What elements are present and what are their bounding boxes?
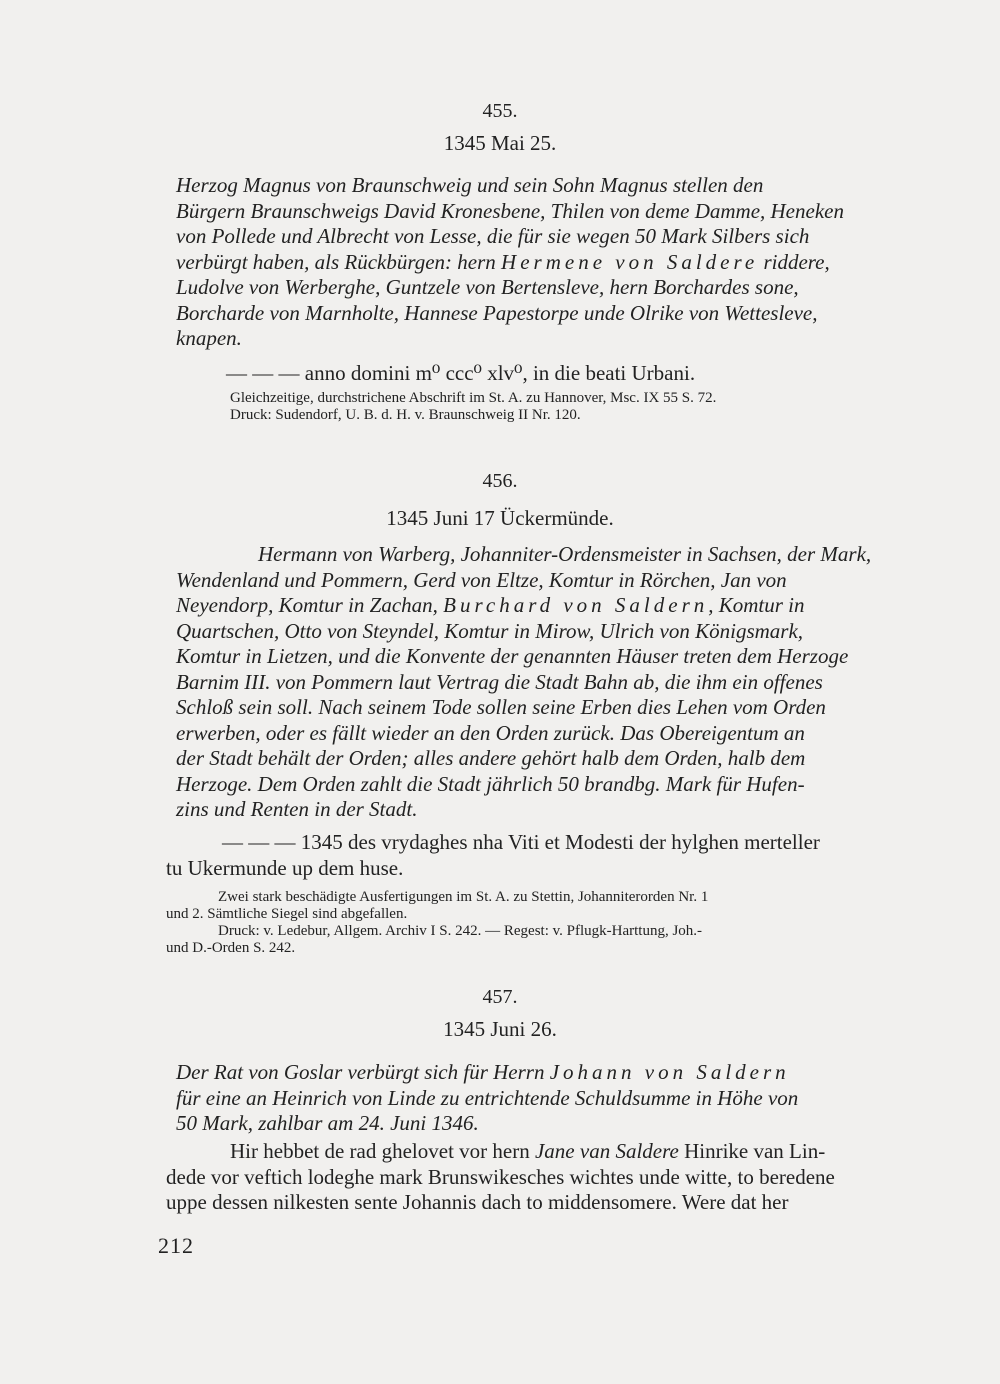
regest-line: Komtur in Lietzen, und die Konvente der genannten Häuser treten dem Herzoge <box>176 644 849 668</box>
text-line: — — — 1345 des vrydaghes nha Viti et Modesti der hylghen merteller <box>222 830 820 854</box>
regest-457 <box>176 1060 904 1137</box>
spaced-name: Hermene von Saldere <box>501 249 759 274</box>
document-date-455: 1345 Mai 25. <box>443 131 557 155</box>
note-line: Druck: v. Ledebur, Allgem. Archiv I S. 242. — Regest: v. Pflugk-Harttung, Joh.- <box>218 923 703 939</box>
text-457 <box>166 1139 906 1216</box>
regest-line: 50 Mark, zahlbar am 24. Juni 1346. <box>176 1111 479 1135</box>
regest-line: Borcharde von Marnholte, Hannese Papestorpe unde Olrike von Wettesleve, <box>176 300 818 325</box>
document-number-456: 456. <box>482 470 518 492</box>
document-number-455: 455. <box>482 100 518 122</box>
regest-line: Der Rat von Goslar verbürgt sich für Herrn Johann von Saldern <box>176 1060 790 1084</box>
spaced-name: Johann von Saldern <box>549 1060 790 1084</box>
notes-455 <box>230 390 970 424</box>
regest-line: verbürgt haben, als Rückbürgen: hern Hermene von Saldere riddere, <box>176 249 830 274</box>
regest-line: für eine an Heinrich von Linde zu entrichtende Schuldsumme in Höhe von <box>176 1085 799 1110</box>
note-line: Zwei stark beschädigte Ausfertigungen im St. A. zu Stettin, Johanniterorden Nr. 1 <box>218 889 709 905</box>
document-date-457: 1345 Juni 26. <box>443 1017 557 1041</box>
note-line: Druck: Sudendorf, U. B. d. H. v. Braunschweig II Nr. 120. <box>230 407 581 423</box>
document-date-456: 1345 Juni 17 Ückermünde. <box>386 506 614 530</box>
notes-456 <box>166 889 906 957</box>
regest-line: der Stadt behält der Orden; alles andere gehört halb dem Orden, halb dem <box>176 746 806 770</box>
document-number-457: 457. <box>482 986 518 1008</box>
text-456 <box>166 830 906 881</box>
spaced-name: Burchard von Saldern <box>443 593 709 617</box>
text-line: uppe dessen nilkesten sente Johannis dach to middensomere. Were dat her <box>166 1190 789 1214</box>
note-line: und D.-Orden S. 242. <box>166 940 296 956</box>
regest-line: von Pollede und Albrecht von Lesse, die für sie wegen 50 Mark Silbers sich <box>176 224 810 248</box>
note-line: Gleichzeitige, durchstrichene Abschrift im St. A. zu Hannover, Msc. IX 55 S. 72. <box>230 390 717 406</box>
regest-line: Schloß sein soll. Nach seinem Tode sollen seine Erben dies Lehen vom Orden <box>176 695 826 719</box>
regest-line: Neyendorp, Komtur in Zachan, Burchard von Saldern, Komtur in <box>176 593 805 617</box>
regest-line: Ludolve von Werberghe, Guntzele von Bertensleve, hern Borchardes sone, <box>176 275 799 299</box>
page-number: 212 <box>158 1233 194 1258</box>
regest-line: Hermann von Warberg, Johanniter-Ordensmeister in Sachsen, der Mark, <box>258 542 872 566</box>
regest-line: Herzog Magnus von Braunschweig und sein Sohn Magnus stellen den <box>176 173 764 197</box>
text-line: tu Ukermunde up dem huse. <box>166 855 404 880</box>
regest-line: erwerben, oder es fällt wieder an den Orden zurück. Das Obereigentum an <box>176 720 805 745</box>
regest-456 <box>176 542 904 823</box>
regest-line: Wendenland und Pommern, Gerd von Eltze, Komtur in Rörchen, Jan von <box>176 567 787 592</box>
text-line: Hir hebbet de rad ghelovet vor hern Jane van Saldere Hinrike van Lin- <box>230 1139 826 1163</box>
regest-line: Herzoge. Dem Orden zahlt die Stadt jährlich 50 brandbg. Mark für Hufen- <box>176 771 805 796</box>
text-455: — — — anno domini m⁰ ccc⁰ xlv⁰, in die beati Urbani. <box>226 361 696 385</box>
regest-455 <box>176 173 904 352</box>
regest-line: Quartschen, Otto von Steyndel, Komtur in Mirow, Ulrich von Königsmark, <box>176 618 804 643</box>
note-line: und 2. Sämtliche Siegel sind abgefallen. <box>166 906 408 922</box>
regest-line: Barnim III. von Pommern laut Vertrag die Stadt Bahn ab, die ihm ein offenes <box>176 669 823 694</box>
text-line: dede vor veftich lodeghe mark Brunswikesches wichtes unde witte, to beredene <box>166 1164 835 1189</box>
regest-line: Bürgern Braunschweigs David Kronesbene, Thilen von deme Damme, Heneken <box>176 198 844 223</box>
regest-line: knapen. <box>176 326 242 350</box>
regest-line: zins und Renten in der Stadt. <box>176 797 418 821</box>
